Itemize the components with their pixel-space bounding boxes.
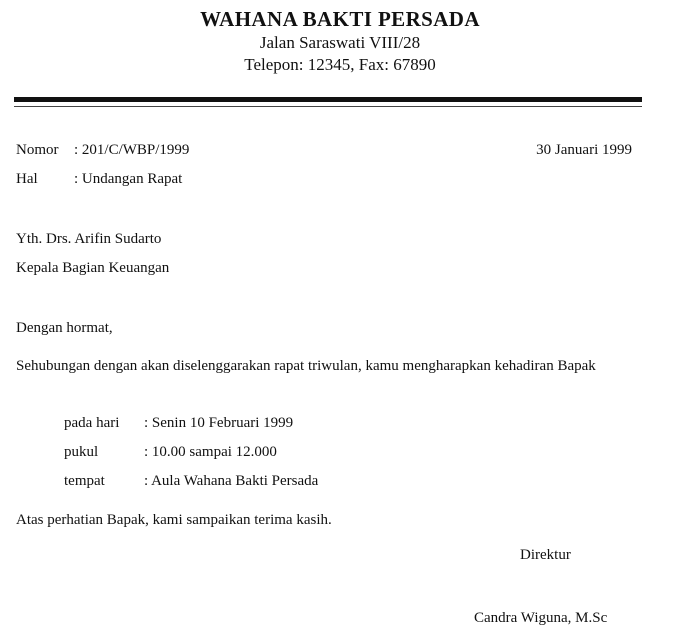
detail-label: pada hari (64, 415, 120, 431)
detail-row-time (64, 442, 277, 462)
detail-label: pukul (64, 444, 99, 460)
letterhead-divider-thin (14, 106, 642, 107)
hal-label: Hal (16, 171, 38, 187)
recipient-position: Kepala Bagian Keuangan (16, 260, 170, 276)
intro-paragraph: Sehubungan dengan akan diselenggarakan rapat triwulan, kamu mengharapkan kehadiran Bapak (16, 358, 596, 374)
organization-contact: Telepon: 12345, Fax: 67890 (244, 55, 436, 74)
nomor-label: Nomor (16, 142, 59, 158)
nomor-value: : 201/C/WBP/1999 (74, 142, 190, 158)
organization-name: WAHANA BAKTI PERSADA (200, 7, 480, 31)
organization-address: Jalan Saraswati VIII/28 (259, 33, 421, 52)
detail-value: : Aula Wahana Bakti Persada (144, 473, 319, 489)
signature-name: Candra Wiguna, M.Sc (474, 610, 608, 626)
detail-label: tempat (64, 473, 105, 489)
closing-sentence: Atas perhatian Bapak, kami sampaikan terima kasih. (16, 512, 332, 528)
detail-value: : Senin 10 Februari 1999 (144, 415, 294, 431)
greeting: Dengan hormat, (16, 320, 113, 336)
letterhead (0, 6, 680, 76)
recipient-name: Yth. Drs. Arifin Sudarto (16, 231, 162, 247)
letter-date: 30 Januari 1999 (536, 142, 632, 158)
hal-value: : Undangan Rapat (74, 171, 183, 187)
detail-value: : 10.00 sampai 12.000 (144, 444, 277, 460)
detail-row-place (64, 471, 318, 491)
letterhead-divider-thick (14, 97, 642, 102)
signature-title: Direktur (520, 547, 571, 563)
detail-row-day (64, 413, 293, 433)
